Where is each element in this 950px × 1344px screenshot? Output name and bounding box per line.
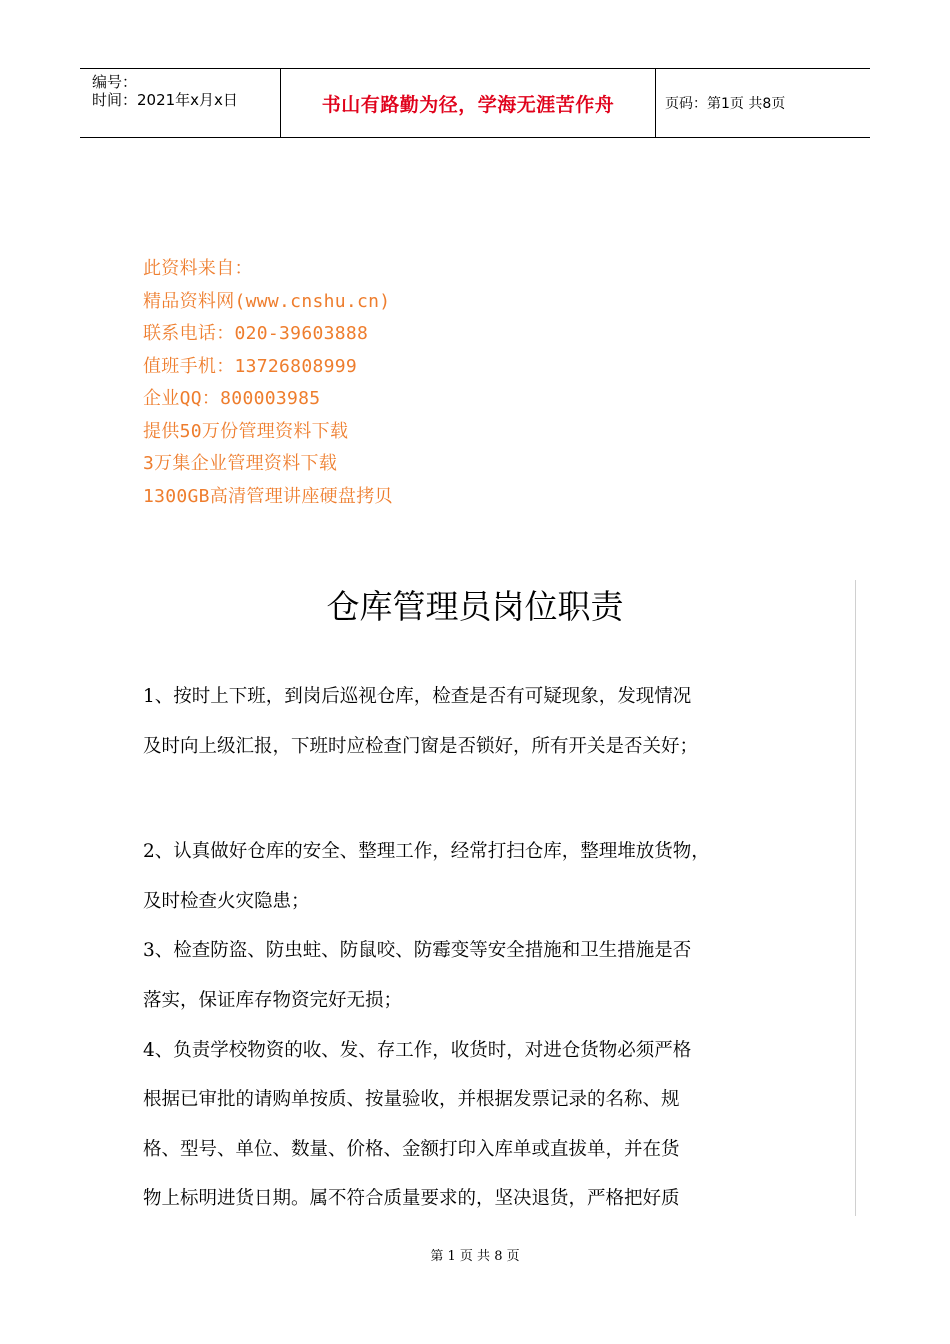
paragraph-gap [143, 771, 823, 827]
source-ad-block [143, 253, 393, 513]
motto: 书山有路勤为径，学海无涯苦作舟 [321, 93, 615, 116]
paragraph-line: 4、负责学校物资的收、发、存工作，收货时，对进仓货物必须严格 [143, 1039, 692, 1061]
ad-line: 提供50万份管理资料下载 [143, 420, 349, 442]
time-label: 时间：2021年x月x日 [92, 91, 238, 109]
ad-line: 1300GB高清管理讲座硬盘拷贝 [143, 485, 393, 507]
document-title: 仓库管理员岗位职责 [326, 587, 624, 626]
header-motto-cell [280, 69, 656, 137]
ad-line-qq: 企业QQ：800003985 [143, 388, 321, 409]
page-footer: 第 1 页 共 8 页 [430, 1249, 520, 1264]
header-meta [80, 69, 280, 137]
page-info: 页码：第1页 共8页 [665, 96, 786, 112]
ad-line-mobile: 值班手机：13726808999 [143, 355, 358, 377]
paragraph-line: 落实，保证库存物资完好无损； [143, 989, 403, 1011]
paragraph-line: 1、按时上下班，到岗后巡视仓库，检查是否有可疑现象，发现情况 [143, 686, 692, 707]
header-table [80, 68, 870, 138]
paragraph-line: 3、检查防盗、防虫蛀、防鼠咬、防霉变等安全措施和卫生措施是否 [143, 940, 692, 962]
document-body [143, 672, 823, 1224]
paragraph-line: 2、认真做好仓库的安全、整理工作，经常打扫仓库，整理堆放货物， [143, 841, 710, 863]
paragraph-line: 物上标明进货日期。属不符合质量要求的，坚决退货，严格把好质 [143, 1188, 680, 1210]
paragraph-line: 及时向上级汇报，下班时应检查门窗是否锁好，所有开关是否关好； [143, 735, 699, 757]
margin-rule [855, 580, 856, 1216]
ad-line: 3万集企业管理资料下载 [143, 453, 338, 474]
number-label: 编号： [92, 73, 138, 91]
paragraph-line: 及时检查火灾隐患； [143, 890, 310, 912]
ad-line-website[interactable]: 精品资料网(www.cnshu.cn) [143, 290, 391, 312]
ad-line: 此资料来自： [143, 258, 253, 279]
ad-line-phone: 联系电话：020-39603888 [143, 323, 369, 344]
paragraph-line: 根据已审批的请购单按质、按量验收，并根据发票记录的名称、规 [143, 1089, 680, 1111]
paragraph-line: 格、型号、单位、数量、价格、金额打印入库单或直拔单，并在货 [143, 1138, 680, 1160]
header-page-cell [655, 69, 870, 137]
